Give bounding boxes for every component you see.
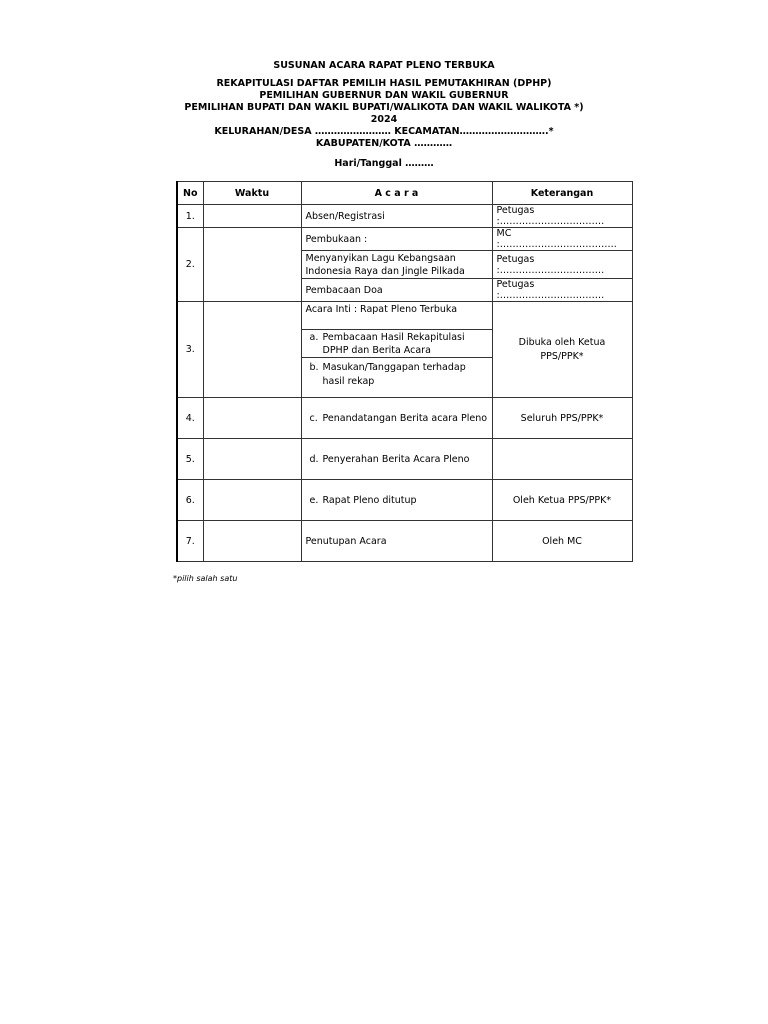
heading-line-1: REKAPITULASI DAFTAR PEMILIH HASIL PEMUTAKHIRAN (DPHP) (216, 78, 552, 89)
table-row (177, 398, 632, 439)
row-no: 5. (177, 439, 203, 480)
row-no: 4. (177, 398, 203, 439)
row-waktu (203, 480, 301, 521)
heading-line-3: PEMILIHAN BUPATI DAN WAKIL BUPATI/WALIKOTA DAN WAKIL WALIKOTA *) (184, 102, 584, 113)
row-keterangan (492, 439, 632, 480)
schedule-table (176, 181, 633, 562)
row-waktu (203, 521, 301, 562)
heading-line-5: KELURAHAN/DESA …………………… KECAMATAN……………………….* (214, 126, 554, 137)
row-no: 1. (177, 205, 203, 228)
row-keterangan: Dibuka oleh Ketua PPS/PPK* (492, 302, 632, 398)
row-acara: b. Masukan/Tanggapan terhadap hasil rekap (301, 358, 492, 398)
table-row (177, 302, 632, 330)
row-acara: d. Penyerahan Berita Acara Pleno (301, 439, 492, 480)
header-waktu: Waktu (203, 182, 301, 205)
row-acara: Penutupan Acara (301, 521, 492, 562)
row-keterangan: MC :………………………………. (492, 228, 632, 251)
row-no: 7. (177, 521, 203, 562)
document-heading (0, 78, 768, 150)
footnote: *pilih salah satu (173, 574, 238, 583)
row-waktu (203, 228, 301, 302)
table-row (177, 205, 632, 228)
document-title: SUSUNAN ACARA RAPAT PLENO TERBUKA (273, 60, 495, 71)
row-acara: Pembacaan Doa (301, 279, 492, 302)
row-keterangan: Petugas :…………………………… (492, 205, 632, 228)
header-no: No (177, 182, 203, 205)
table-row (177, 480, 632, 521)
row-waktu (203, 205, 301, 228)
row-acara: a. Pembacaan Hasil Rekapitulasi DPHP dan Berita Acara (301, 330, 492, 358)
table-row (177, 228, 632, 251)
row-keterangan: Petugas :…………………………… (492, 251, 632, 279)
heading-line-2: PEMILIHAN GUBERNUR DAN WAKIL GUBERNUR (259, 90, 509, 101)
row-keterangan: Oleh MC (492, 521, 632, 562)
header-acara: A c a r a (301, 182, 492, 205)
header-keterangan: Keterangan (492, 182, 632, 205)
heading-line-4: 2024 (370, 114, 398, 125)
row-acara: e. Rapat Pleno ditutup (301, 480, 492, 521)
hari-tanggal: Hari/Tanggal ……… (334, 158, 434, 169)
row-waktu (203, 439, 301, 480)
row-no: 2. (177, 228, 203, 302)
row-no: 6. (177, 480, 203, 521)
table-row (177, 439, 632, 480)
row-acara: Acara Inti : Rapat Pleno Terbuka (301, 302, 492, 330)
row-waktu (203, 302, 301, 398)
heading-line-6: KABUPATEN/KOTA ………… (315, 138, 453, 149)
row-keterangan: Seluruh PPS/PPK* (492, 398, 632, 439)
row-keterangan: Oleh Ketua PPS/PPK* (492, 480, 632, 521)
row-no: 3. (177, 302, 203, 398)
row-keterangan: Petugas :…………………………… (492, 279, 632, 302)
table-row (177, 521, 632, 562)
row-acara: Menyanyikan Lagu Kebangsaan Indonesia Raya dan Jingle Pilkada (301, 251, 492, 279)
table-header-row (177, 182, 632, 205)
row-acara: Pembukaan : (301, 228, 492, 251)
row-acara: Absen/Registrasi (301, 205, 492, 228)
row-acara: c. Penandatangan Berita acara Pleno (301, 398, 492, 439)
row-waktu (203, 398, 301, 439)
